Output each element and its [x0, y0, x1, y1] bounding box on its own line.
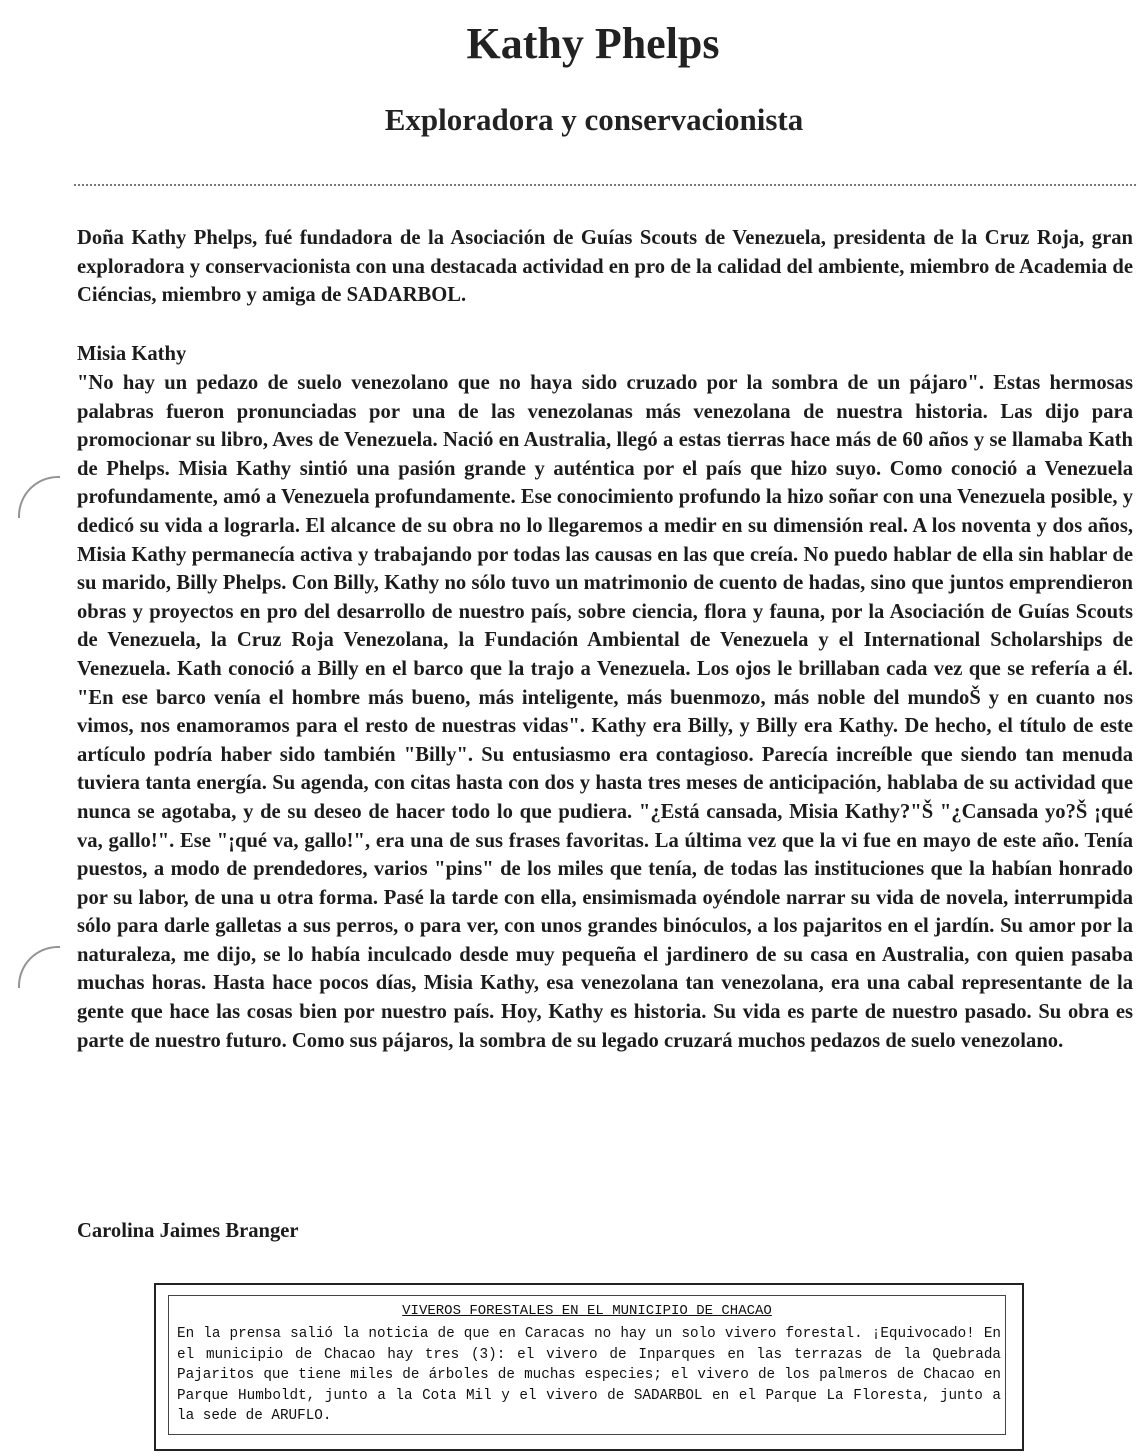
notice-title: VIVEROS FORESTALES EN EL MUNICIPIO DE CHACAO [402, 1303, 772, 1319]
page-subtitle: Exploradora y conservacionista [384, 102, 804, 137]
punch-hole-mark [18, 476, 60, 518]
dotted-divider [74, 184, 1136, 186]
intro-paragraph: Doña Kathy Phelps, fué fundadora de la Asociación de Guías Scouts de Venezuela, presidenta de la Cruz Roja, gran exploradora y conservacionista con una destacada actividad en pro de la calidad del ambiente, miembro de Academia de Ciéncias, miembro y amiga de SADARBOL. [77, 227, 1133, 307]
nursery-notice-box [154, 1283, 1024, 1451]
article-body: "No hay un pedazo de suelo venezolano que no haya sido cruzado por la sombra de un pájaro". Estas hermosas palabras fueron pronunciadas por una de las venezolanas más venezolana de nuestra historia. Las dijo para promocionar su libro, Aves de Venezuela. Nació en Australia, llegó a estas tierras hace más de 60 años y se llamaba Kath de Phelps. Misia Kathy sintió una pasión grande y auténtica por el país que hizo suyo. Como conoció a Venezuela profundamente, amó a Venezuela profundamente. Ese conocimiento profundo la hizo soñar con una Venezuela posible, y dedicó su vida a lograrla. El alcance de su obra no lo llegaremos a medir en su dimensión real. A los noventa y dos años, Misia Kathy permanecía activa y trabajando por todas las causas en las que creía. No puedo hablar de ella sin hablar de su marido, Billy Phelps. Con Billy, Kathy no sólo tuvo un matrimonio de cuento de hadas, sino que juntos emprendieron obras y proyectos en pro del desarrollo de nuestro país, sobre ciencia, flora y fauna, por la Asociación de Guías Scouts de Venezuela, la Cruz Roja Venezolana, la Fundación Ambiental de Venezuela y el International Scholarships de Venezuela. Kath conoció a Billy en el barco que la trajo a Venezuela. Los ojos le brillaban cada vez que se refería a él. "En ese barco venía el hombre más bueno, más inteligente, más buenmozo, más noble del mundoŠ y en cuanto nos vimos, nos enamoramos para el resto de nuestras vidas". Kathy era Billy, y Billy era Kathy. De hecho, el título de este artículo podría haber sido también "Billy". Su entusiasmo era contagioso. Parecía increíble que siendo tan menuda tuviera tanta energía. Su agenda, con citas hasta con dos y hasta tres meses de anticipación, hablaba de su actividad que nunca se agotaba, y de su deseo de hacer todo lo que pudiera. "¿Está cansada, Misia Kathy?"Š "¿Cansada yo?Š ¡qué va, gallo!". Ese "¡qué va, gallo!", era una de sus frases favoritas. La última vez que la vi fue en mayo de este año. Tenía puestos, a modo de prendedores, varios "pins" de los miles que tenía, de todas las instituciones que la habían honrado por su labor, de una u otra forma. Pasé la tarde con ella, ensimismada oyéndole narrar su vida de novela, interrumpida sólo para darle galletas a sus perros, o para ver, con unos grandes binóculos, a los pajaritos en el jardín. Su amor por la naturaleza, me dijo, se lo había inculcado desde muy pequeña el jardinero de su casa en Australia, con quien pasaba muchas horas. Hasta hace pocos días, Misia Kathy, esa venezolana tan venezolana, era una cabal representante de la gente que hace las cosas bien por nuestro país. Hoy, Kathy es historia. Su vida es parte de nuestro pasado. Su obra es parte de nuestro futuro. Como sus pájaros, la sombra de su legado cruzará muchos pedazos de suelo venezolano. [77, 372, 1133, 1052]
punch-hole-mark [18, 946, 60, 988]
notice-text: En la prensa salió la noticia de que en Caracas no hay un solo vivero forestal. ¡Equivocado! En el municipio de Chacao hay tres (3): el vivero de Inparques en las terrazas de la Quebrada Pajaritos que tiene miles de árboles de muchas especies; el vivero de los palmeros de Chacao en Parque Humboldt, junto a la Cota Mil y el vivero de SADARBOL en el Parque La Floresta, junto a la sede de ARUFLO. [177, 1326, 1001, 1424]
page-title: Kathy Phelps [466, 19, 720, 68]
article-author: Carolina Jaimes Branger [77, 1220, 299, 1242]
article-heading: Misia Kathy [77, 343, 187, 365]
nursery-notice-inner-frame [168, 1295, 1006, 1435]
